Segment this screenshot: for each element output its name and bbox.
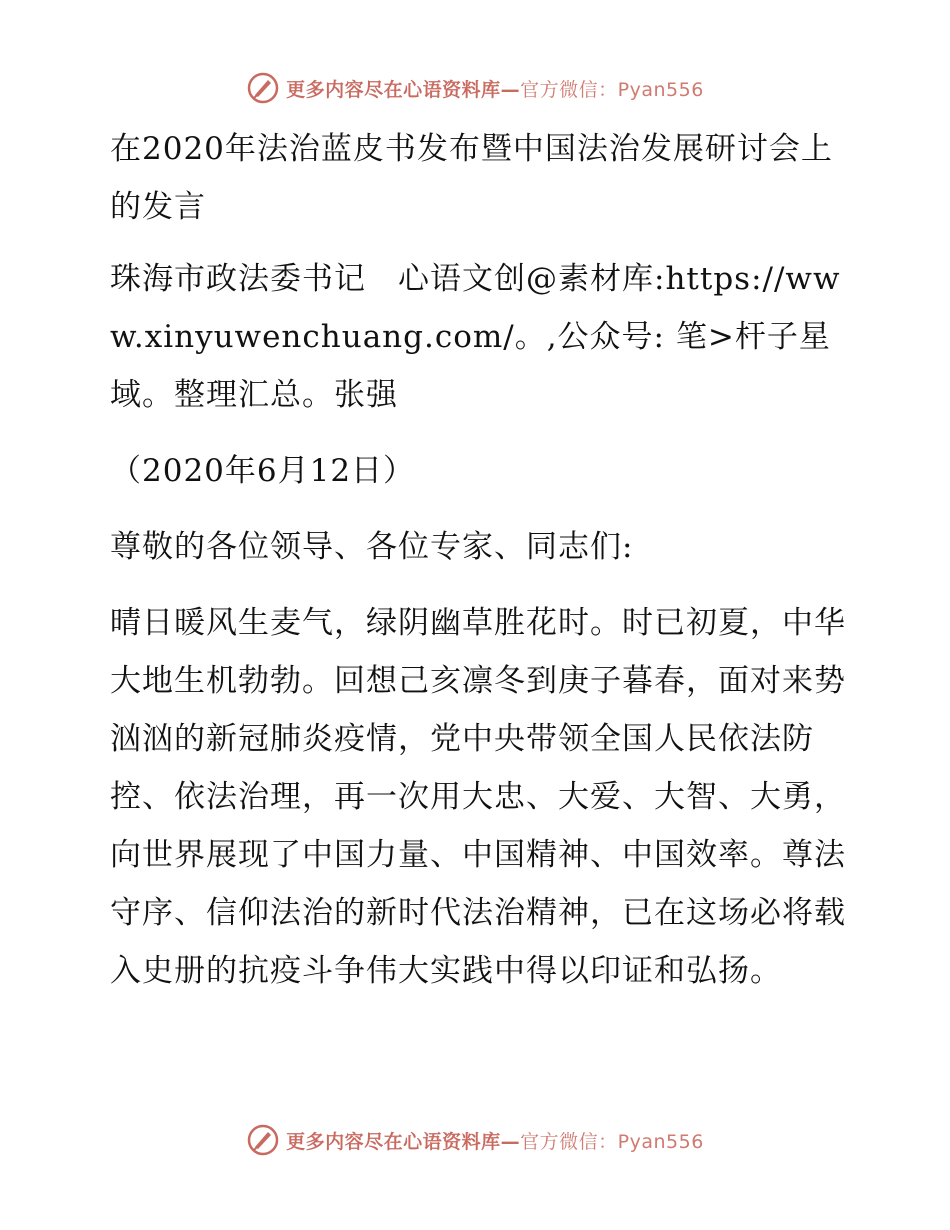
date-line: （2020年6月12日）	[110, 453, 416, 489]
document-title: 在2020年法治蓝皮书发布暨中国法治发展研讨会上的发言	[110, 131, 833, 225]
banner-text	[286, 1127, 704, 1154]
banner-wechat-text: 官方微信：Pyan556	[520, 78, 704, 101]
banner-text	[286, 75, 704, 102]
quill-logo-icon	[246, 71, 280, 105]
author-line: 珠海市政法委书记 心语文创@素材库:https://www.xinyuwenchuang.com/。,公众号: 笔>杆子星域。整理汇总。张强	[110, 261, 841, 413]
banner-main-text: 更多内容尽在心语资料库—	[286, 1130, 521, 1153]
quill-logo-icon	[246, 1123, 280, 1157]
footer-banner	[0, 1120, 950, 1160]
salutation: 尊敬的各位领导、各位专家、同志们:	[110, 529, 634, 565]
banner-wechat-text: 官方微信：Pyan556	[520, 1130, 704, 1153]
document-body	[98, 120, 858, 1018]
body-paragraph: 晴日暖风生麦气，绿阴幽草胜花时。时已初夏，中华大地生机勃勃。回想己亥凛冬到庚子暮春，面对来势汹汹的新冠肺炎疫情，党中央带领全国人民依法防控、依法治理，再一次用大忠、大爱、大智、大勇，向世界展现了中国力量、中国精神、中国效率。尊法守序、信仰法治的新时代法治精神，已在这场必将载入史册的抗疫斗争伟大实践中得以印证和弘扬。	[110, 605, 846, 989]
banner-main-text: 更多内容尽在心语资料库—	[286, 78, 521, 101]
header-banner	[0, 68, 950, 108]
